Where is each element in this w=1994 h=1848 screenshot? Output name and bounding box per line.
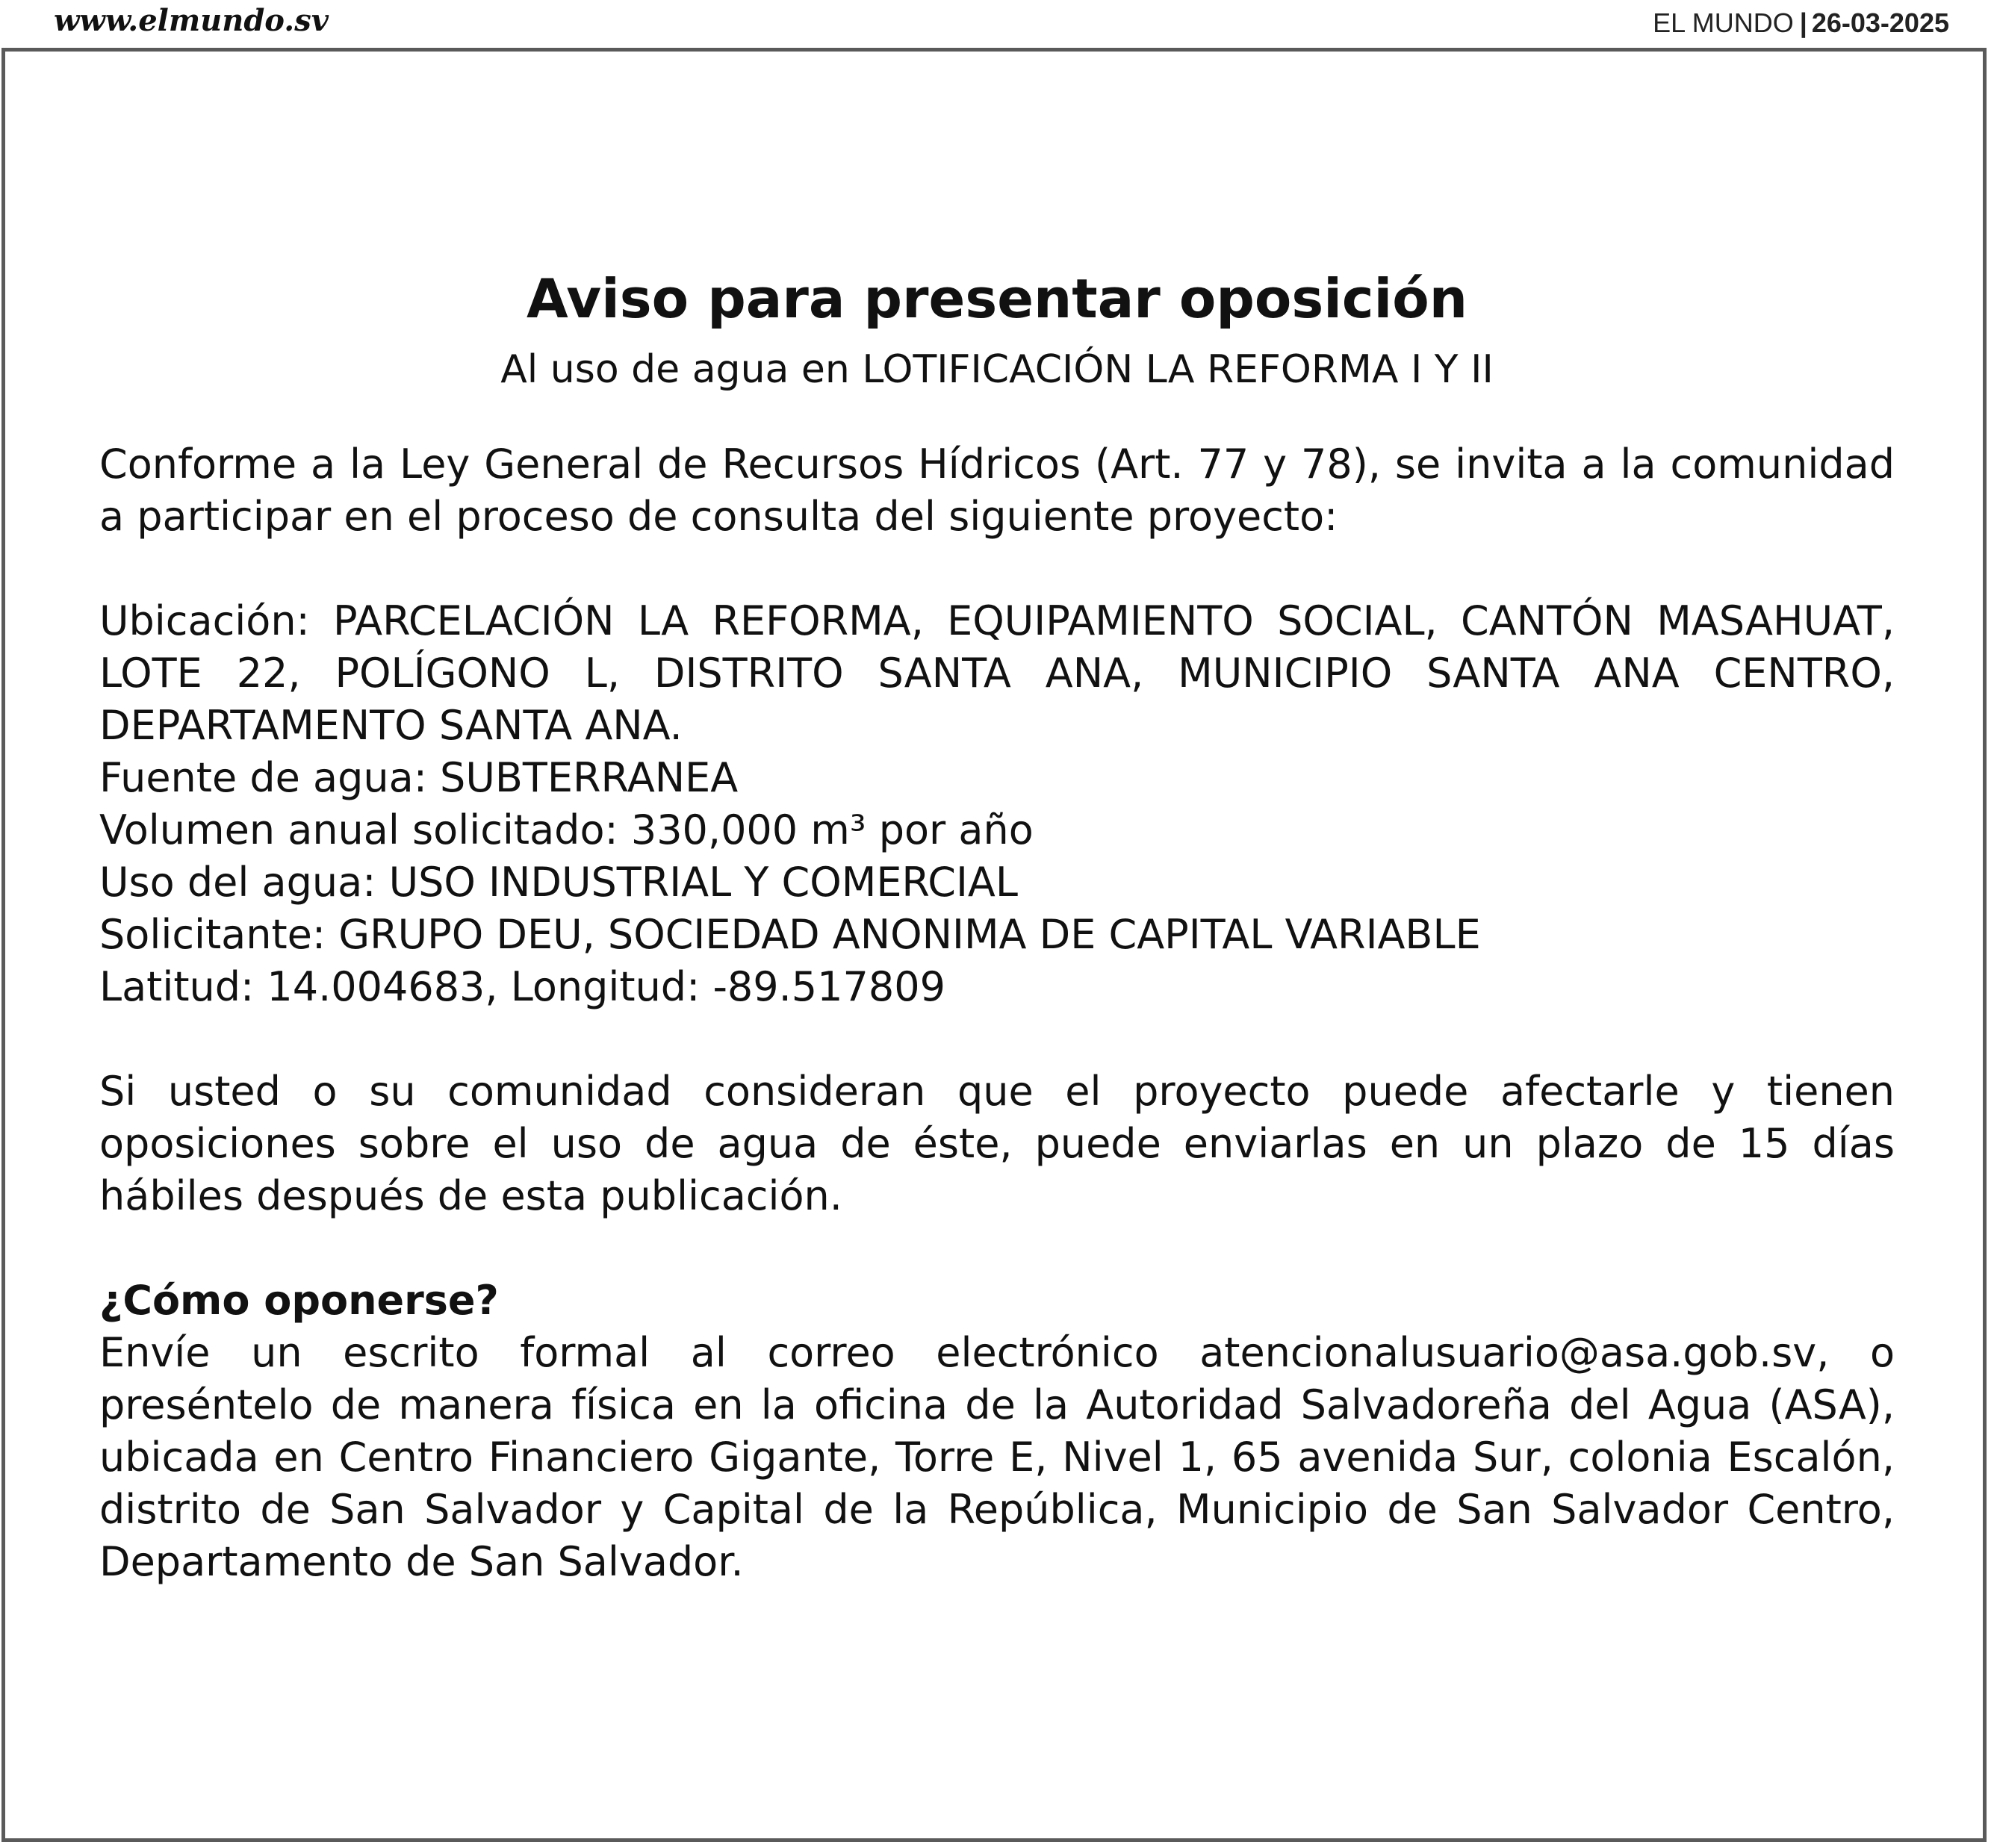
water-use-line: Uso del agua: USO INDUSTRIAL Y COMERCIAL [99,859,1018,906]
spacer [99,1013,1895,1065]
notice-subtitle: Al uso de agua en LOTIFICACIÓN LA REFORMA I Y II [500,347,1494,392]
publication-date: 26-03-2025 [1811,7,1949,38]
notice-content [99,258,1895,1588]
spacer [99,1222,1895,1275]
publication-name: EL MUNDO [1653,7,1794,38]
coordinates-line: Latitud: 14.004683, Longitud: -89.517809 [99,963,945,1010]
annual-volume-line: Volumen anual solicitado: 330,000 m³ por año [99,806,1034,853]
masthead-separator: | [1799,7,1807,38]
intro-paragraph: Conforme a la Ley General de Recursos Hídricos (Art. 77 y 78), se invita a la comunidad a participar en el proceso de consulta del siguiente proyecto: [99,441,1895,540]
how-to-oppose-heading: ¿Cómo oponerse? [99,1277,499,1324]
site-url: www.elmundo.sv [54,3,329,38]
location-line: Ubicación: PARCELACIÓN LA REFORMA, EQUIPAMIENTO SOCIAL, CANTÓN MASAHUAT, LOTE 22, POLÍGONO L, DISTRITO SANTA ANA, MUNICIPIO SANTA ANA CENTRO, DEPARTAMENTO SANTA ANA. [99,597,1895,749]
notice-title: Aviso para presentar oposición [527,267,1467,330]
how-to-oppose-paragraph: Envíe un escrito formal al correo electrónico atencionalusuario@asa.gob.sv, o preséntelo de manera física en la oficina de la Autoridad Salvadoreña del Agua (ASA), ubicada en Centro Financiero Gigante, Torre E, Nivel 1, 65 avenida Sur, colonia Escalón, distrito de San Salvador y Capital de la República, Municipio de San Salvador Centro, Departamento de San Salvador. [99,1329,1895,1585]
impact-paragraph: Si usted o su comunidad consideran que el proyecto puede afectarle y tienen oposiciones sobre el uso de agua de éste, puede enviarlas en un plazo de 15 días hábiles después de esta publicación. [99,1068,1895,1219]
masthead [1653,7,1949,39]
applicant-line: Solicitante: GRUPO DEU, SOCIEDAD ANONIMA DE CAPITAL VARIABLE [99,911,1481,958]
water-source-line: Fuente de agua: SUBTERRANEA [99,754,739,801]
spacer [99,543,1895,595]
page-header [0,0,1994,48]
